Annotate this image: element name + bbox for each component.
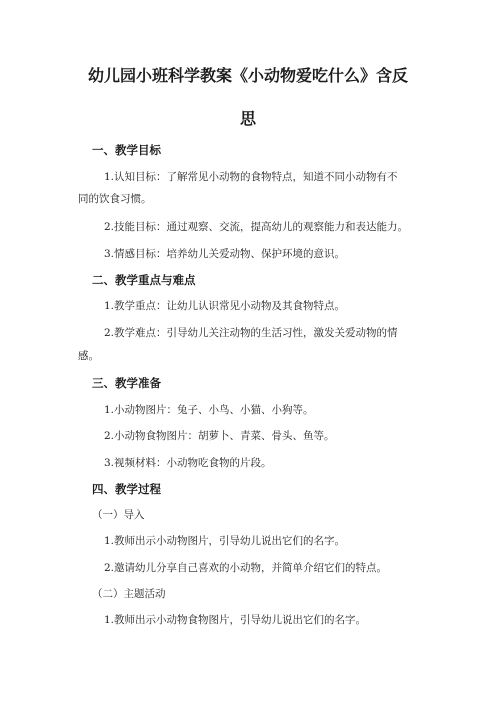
document-title-line-2: 思 bbox=[239, 109, 256, 128]
paragraph-line: 3.视频材料：小动物吃食物的片段。 bbox=[104, 457, 272, 469]
section-heading-objectives: 一、教学目标 bbox=[92, 143, 161, 157]
paragraph-line: 1.教师出示小动物食物图片，引导幼儿说出它们的名字。 bbox=[104, 614, 367, 626]
paragraph-line: 1.教学重点：让幼儿认识常见小动物及其食物特点。 bbox=[104, 300, 346, 312]
section-heading-preparation: 三、教学准备 bbox=[92, 376, 161, 390]
paragraph-line: 3.情感目标：培养幼儿关爱动物、保护环境的意识。 bbox=[104, 248, 346, 260]
paragraph-line: 同的饮食习惯。 bbox=[78, 193, 152, 205]
paragraph-line: 1.认知目标：了解常见小动物的食物特点，知道不同小动物有不 bbox=[104, 171, 398, 183]
paragraph-line: 2.技能目标：通过观察、交流，提高幼儿的观察能力和表达能力。 bbox=[104, 221, 409, 233]
paragraph-line: 2.邀请幼儿分享自己喜欢的小动物，并简单介绍它们的特点。 bbox=[104, 562, 388, 574]
paragraph-line: 2.教学难点：引导幼儿关注动物的生活习性，激发关爱动物的情 bbox=[104, 327, 398, 339]
document-title-line-1: 幼儿园小班科学教案《小动物爱吃什么》含反 bbox=[87, 66, 408, 85]
paragraph-line: 1.教师出示小动物图片，引导幼儿说出它们的名字。 bbox=[104, 535, 346, 547]
paragraph-line: 感。 bbox=[78, 350, 99, 362]
paragraph-line: 2.小动物食物图片：胡萝卜、青菜、骨头、鱼等。 bbox=[104, 430, 335, 442]
subsection-title-intro: （一）导入 bbox=[92, 509, 145, 521]
section-heading-process: 四、教学过程 bbox=[92, 482, 161, 496]
paragraph-line: 1.小动物图片：兔子、小鸟、小猫、小狗等。 bbox=[104, 404, 314, 416]
subsection-title-activity: （二）主题活动 bbox=[92, 588, 166, 600]
section-heading-key-points: 二、教学重点与难点 bbox=[92, 273, 196, 287]
